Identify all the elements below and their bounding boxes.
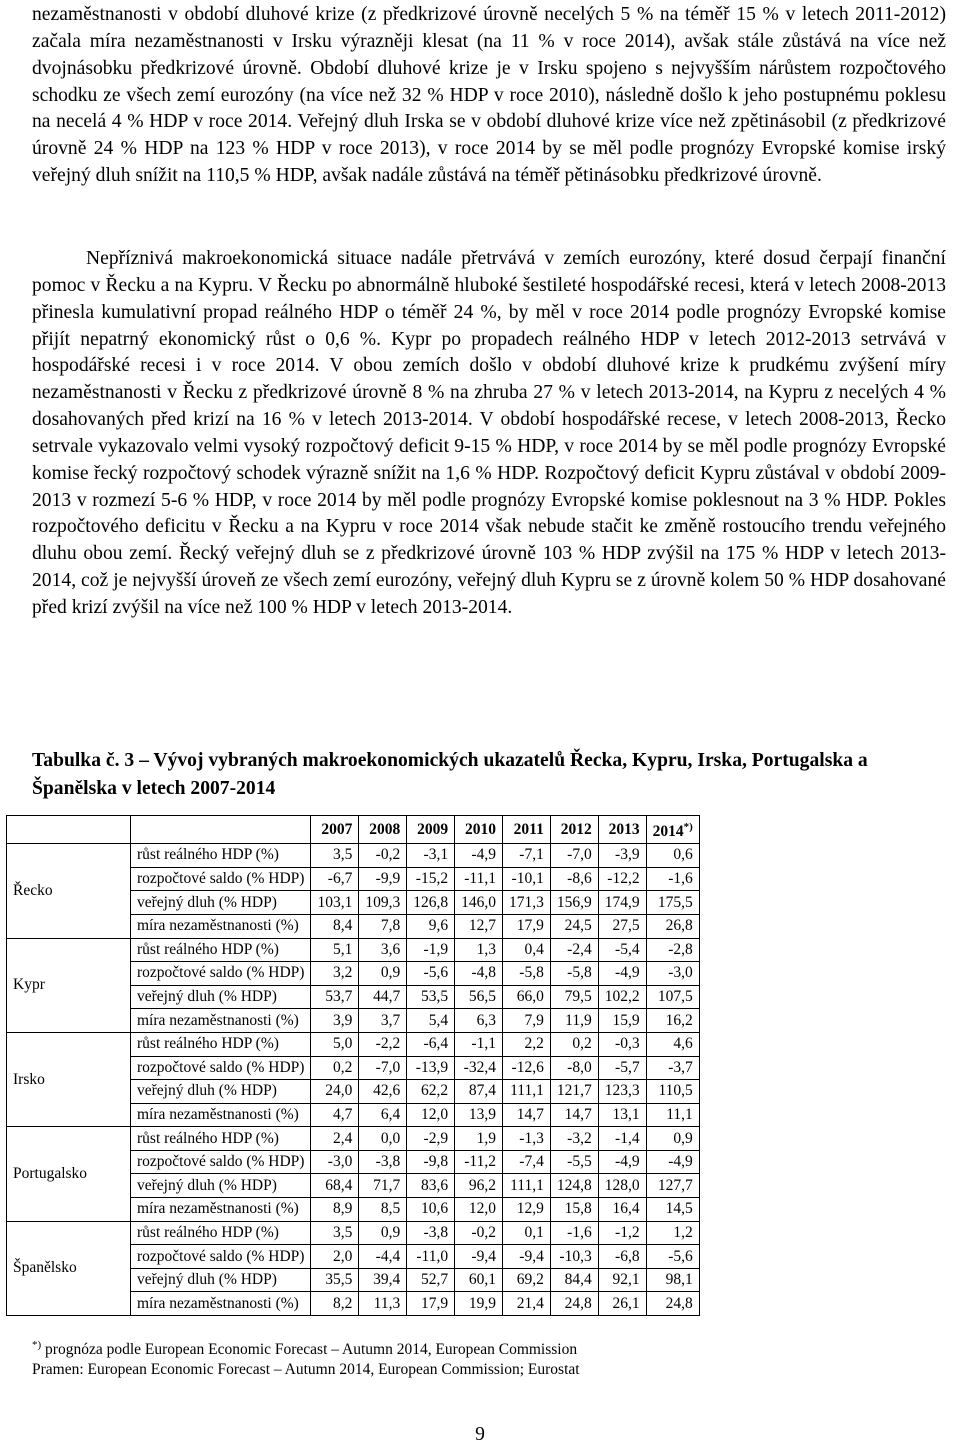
value-cell: 24,8 xyxy=(646,1292,699,1316)
year-header: 2011 xyxy=(502,816,550,844)
value-cell: 15,8 xyxy=(550,1198,598,1222)
indicator-cell: míra nezaměstnanosti (%) xyxy=(131,914,311,938)
indicator-cell: růst reálného HDP (%) xyxy=(131,1032,311,1056)
indicator-cell: veřejný dluh (% HDP) xyxy=(131,985,311,1009)
value-cell: -3,1 xyxy=(407,844,455,868)
value-cell: -1,2 xyxy=(598,1221,646,1245)
value-cell: -0,2 xyxy=(359,844,407,868)
value-cell: -8,6 xyxy=(550,867,598,891)
indicator-cell: rozpočtové saldo (% HDP) xyxy=(131,1150,311,1174)
value-cell: -2,9 xyxy=(407,1127,455,1151)
indicator-cell: rozpočtové saldo (% HDP) xyxy=(131,1245,311,1269)
indicator-cell: rozpočtové saldo (% HDP) xyxy=(131,867,311,891)
indicator-cell: rozpočtové saldo (% HDP) xyxy=(131,962,311,986)
value-cell: -5,8 xyxy=(502,962,550,986)
footnote-mark: *) xyxy=(32,1339,42,1351)
value-cell: 52,7 xyxy=(407,1268,455,1292)
indicator-cell: veřejný dluh (% HDP) xyxy=(131,891,311,915)
value-cell: 3,7 xyxy=(359,1009,407,1033)
value-cell: 0,9 xyxy=(359,962,407,986)
year-header: 2008 xyxy=(359,816,407,844)
value-cell: -1,1 xyxy=(455,1032,503,1056)
indicator-cell: růst reálného HDP (%) xyxy=(131,1221,311,1245)
value-cell: -4,9 xyxy=(455,844,503,868)
year-header: 2013 xyxy=(598,816,646,844)
value-cell: 5,4 xyxy=(407,1009,455,1033)
table-caption: Tabulka č. 3 – Vývoj vybraných makroekonomických ukazatelů Řecka, Kypru, Irska, Portugalska a Španělska v letech 2007-2014 xyxy=(32,750,868,799)
footnote-forecast xyxy=(32,1334,577,1361)
indicator-cell: míra nezaměstnanosti (%) xyxy=(131,1198,311,1222)
paragraph-1: nezaměstnanosti v období dluhové krize (z předkrizové úrovně necelých 5 % na téměř 15 % v letech 2011-2012) začala míra nezaměstnanosti v Irsku výrazněji klesat (na 11 % v roce 2014), avšak stále zůstává na více než dvojnásobku předkrizové úrovně. Období dluhové krize je v Irsku spojeno s nejvyšším nárůstem rozpočtového schodku ze všech zemí eurozóny (na více než 32 % HDP v roce 2010), následně došlo k jeho postupnému poklesu na necelá 4 % HDP v roce 2014. Veřejný dluh Irska se v období dluhové krize více než zpětinásobil (z předkrizové úrovně 24 % HDP na 123 % HDP v roce 2013), v roce 2014 by se měl podle prognózy Evropské komise irský veřejný dluh snížit na 110,5 % HDP, avšak nadále zůstává na téměř pětinásobku předkrizové úrovně. xyxy=(32,4,946,187)
value-cell: 14,7 xyxy=(502,1103,550,1127)
value-cell: 0,1 xyxy=(502,1221,550,1245)
value-cell: 111,1 xyxy=(502,1080,550,1104)
value-cell: 26,8 xyxy=(646,914,699,938)
value-cell: 6,4 xyxy=(359,1103,407,1127)
table-row xyxy=(7,938,700,962)
value-cell: -10,1 xyxy=(502,867,550,891)
value-cell: 126,8 xyxy=(407,891,455,915)
table-row xyxy=(7,1127,700,1151)
value-cell: -4,4 xyxy=(359,1245,407,1269)
value-cell: 127,7 xyxy=(646,1174,699,1198)
value-cell: 8,2 xyxy=(311,1292,359,1316)
value-cell: -3,0 xyxy=(646,962,699,986)
value-cell: 7,9 xyxy=(502,1009,550,1033)
value-cell: 110,5 xyxy=(646,1080,699,1104)
value-cell: 16,2 xyxy=(646,1009,699,1033)
value-cell: 4,7 xyxy=(311,1103,359,1127)
value-cell: 102,2 xyxy=(598,985,646,1009)
value-cell: -7,0 xyxy=(359,1056,407,1080)
value-cell: 5,1 xyxy=(311,938,359,962)
value-cell: 3,5 xyxy=(311,1221,359,1245)
value-cell: -1,6 xyxy=(550,1221,598,1245)
value-cell: -2,4 xyxy=(550,938,598,962)
value-cell: 107,5 xyxy=(646,985,699,1009)
indicator-cell: míra nezaměstnanosti (%) xyxy=(131,1103,311,1127)
value-cell: -2,2 xyxy=(359,1032,407,1056)
value-cell: -5,6 xyxy=(407,962,455,986)
value-cell: 175,5 xyxy=(646,891,699,915)
value-cell: -11,0 xyxy=(407,1245,455,1269)
value-cell: 92,1 xyxy=(598,1268,646,1292)
value-cell: -4,9 xyxy=(646,1150,699,1174)
value-cell: 24,0 xyxy=(311,1080,359,1104)
value-cell: 1,2 xyxy=(646,1221,699,1245)
value-cell: 10,6 xyxy=(407,1198,455,1222)
country-cell: Španělsko xyxy=(7,1221,131,1315)
value-cell: 124,8 xyxy=(550,1174,598,1198)
value-cell: -10,3 xyxy=(550,1245,598,1269)
value-cell: 171,3 xyxy=(502,891,550,915)
indicator-cell: růst reálného HDP (%) xyxy=(131,844,311,868)
value-cell: 13,9 xyxy=(455,1103,503,1127)
table-row xyxy=(7,844,700,868)
value-cell: 11,9 xyxy=(550,1009,598,1033)
value-cell: 60,1 xyxy=(455,1268,503,1292)
value-cell: -0,2 xyxy=(455,1221,503,1245)
value-cell: -4,8 xyxy=(455,962,503,986)
value-cell: -6,8 xyxy=(598,1245,646,1269)
value-cell: 79,5 xyxy=(550,985,598,1009)
table-row xyxy=(7,1032,700,1056)
value-cell: -32,4 xyxy=(455,1056,503,1080)
indicator-cell: růst reálného HDP (%) xyxy=(131,938,311,962)
value-cell: 146,0 xyxy=(455,891,503,915)
value-cell: 56,5 xyxy=(455,985,503,1009)
value-cell: -5,7 xyxy=(598,1056,646,1080)
value-cell: 16,4 xyxy=(598,1198,646,1222)
value-cell: -7,1 xyxy=(502,844,550,868)
value-cell: -3,9 xyxy=(598,844,646,868)
table-header-row xyxy=(7,816,700,844)
value-cell: 39,4 xyxy=(359,1268,407,1292)
value-cell: -7,0 xyxy=(550,844,598,868)
value-cell: 14,7 xyxy=(550,1103,598,1127)
value-cell: 12,0 xyxy=(407,1103,455,1127)
value-cell: -4,9 xyxy=(598,962,646,986)
year-header-2014 xyxy=(646,816,699,844)
value-cell: 174,9 xyxy=(598,891,646,915)
value-cell: -5,4 xyxy=(598,938,646,962)
value-cell: -3,7 xyxy=(646,1056,699,1080)
value-cell: 2,2 xyxy=(502,1032,550,1056)
value-cell: 5,0 xyxy=(311,1032,359,1056)
value-cell: 109,3 xyxy=(359,891,407,915)
table-body xyxy=(7,844,700,1316)
indicator-table xyxy=(6,815,700,1316)
value-cell: 42,6 xyxy=(359,1080,407,1104)
value-cell: 3,5 xyxy=(311,844,359,868)
value-cell: 17,9 xyxy=(502,914,550,938)
forecast-mark: *) xyxy=(683,821,693,833)
value-cell: 12,0 xyxy=(455,1198,503,1222)
value-cell: 12,9 xyxy=(502,1198,550,1222)
value-cell: 9,6 xyxy=(407,914,455,938)
value-cell: -2,8 xyxy=(646,938,699,962)
value-cell: -5,8 xyxy=(550,962,598,986)
indicator-cell: míra nezaměstnanosti (%) xyxy=(131,1292,311,1316)
value-cell: 111,1 xyxy=(502,1174,550,1198)
value-cell: -3,8 xyxy=(407,1221,455,1245)
value-cell: -1,4 xyxy=(598,1127,646,1151)
indicator-cell: rozpočtové saldo (% HDP) xyxy=(131,1056,311,1080)
indicator-table-container xyxy=(6,815,700,1316)
value-cell: -5,6 xyxy=(646,1245,699,1269)
country-cell: Řecko xyxy=(7,844,131,938)
value-cell: 24,5 xyxy=(550,914,598,938)
value-cell: 96,2 xyxy=(455,1174,503,1198)
value-cell: 84,4 xyxy=(550,1268,598,1292)
value-cell: -13,9 xyxy=(407,1056,455,1080)
header-empty-cell xyxy=(131,816,311,844)
value-cell: 14,5 xyxy=(646,1198,699,1222)
value-cell: -9,8 xyxy=(407,1150,455,1174)
value-cell: 0,9 xyxy=(646,1127,699,1151)
value-cell: 53,5 xyxy=(407,985,455,1009)
value-cell: 0,2 xyxy=(311,1056,359,1080)
indicator-cell: míra nezaměstnanosti (%) xyxy=(131,1009,311,1033)
country-cell: Irsko xyxy=(7,1032,131,1126)
value-cell: 3,2 xyxy=(311,962,359,986)
value-cell: 8,5 xyxy=(359,1198,407,1222)
value-cell: 44,7 xyxy=(359,985,407,1009)
value-cell: -9,4 xyxy=(455,1245,503,1269)
value-cell: 2,4 xyxy=(311,1127,359,1151)
year-header: 2010 xyxy=(455,816,503,844)
value-cell: -15,2 xyxy=(407,867,455,891)
value-cell: 13,1 xyxy=(598,1103,646,1127)
value-cell: -4,9 xyxy=(598,1150,646,1174)
value-cell: -11,2 xyxy=(455,1150,503,1174)
value-cell: 3,9 xyxy=(311,1009,359,1033)
indicator-cell: veřejný dluh (% HDP) xyxy=(131,1080,311,1104)
value-cell: 103,1 xyxy=(311,891,359,915)
value-cell: 68,4 xyxy=(311,1174,359,1198)
year-header: 2007 xyxy=(311,816,359,844)
value-cell: 128,0 xyxy=(598,1174,646,1198)
value-cell: 19,9 xyxy=(455,1292,503,1316)
value-cell: 87,4 xyxy=(455,1080,503,1104)
page-number: 9 xyxy=(475,1424,485,1445)
value-cell: -3,0 xyxy=(311,1150,359,1174)
value-cell: -8,0 xyxy=(550,1056,598,1080)
value-cell: 1,9 xyxy=(455,1127,503,1151)
value-cell: 6,3 xyxy=(455,1009,503,1033)
value-cell: 0,0 xyxy=(359,1127,407,1151)
value-cell: -6,4 xyxy=(407,1032,455,1056)
value-cell: 0,4 xyxy=(502,938,550,962)
value-cell: 83,6 xyxy=(407,1174,455,1198)
value-cell: 53,7 xyxy=(311,985,359,1009)
year-2014-label: 2014 xyxy=(652,823,684,841)
year-header: 2012 xyxy=(550,816,598,844)
value-cell: 4,6 xyxy=(646,1032,699,1056)
value-cell: 11,3 xyxy=(359,1292,407,1316)
value-cell: 7,8 xyxy=(359,914,407,938)
value-cell: 71,7 xyxy=(359,1174,407,1198)
value-cell: -3,2 xyxy=(550,1127,598,1151)
value-cell: 8,4 xyxy=(311,914,359,938)
value-cell: -1,3 xyxy=(502,1127,550,1151)
header-empty-cell xyxy=(7,816,131,844)
value-cell: -9,4 xyxy=(502,1245,550,1269)
value-cell: 62,2 xyxy=(407,1080,455,1104)
value-cell: 69,2 xyxy=(502,1268,550,1292)
value-cell: -1,9 xyxy=(407,938,455,962)
value-cell: 66,0 xyxy=(502,985,550,1009)
value-cell: 156,9 xyxy=(550,891,598,915)
value-cell: -5,5 xyxy=(550,1150,598,1174)
value-cell: 1,3 xyxy=(455,938,503,962)
value-cell: -1,6 xyxy=(646,867,699,891)
indicator-cell: růst reálného HDP (%) xyxy=(131,1127,311,1151)
value-cell: 11,1 xyxy=(646,1103,699,1127)
value-cell: -9,9 xyxy=(359,867,407,891)
value-cell: 17,9 xyxy=(407,1292,455,1316)
value-cell: 3,6 xyxy=(359,938,407,962)
value-cell: 12,7 xyxy=(455,914,503,938)
value-cell: 27,5 xyxy=(598,914,646,938)
paragraph-2: Nepříznivá makroekonomická situace nadále přetrvává v zemích eurozóny, které dosud čerpají finanční pomoc v Řecku a na Kypru. V Řecku po abnormálně hluboké šestileté hospodářské recesi, která v letech 2008-2013 přinesla kumulativní propad reálného HDP o téměř 24 %, by měl v roce 2014 podle prognózy Evropské komise přijít nepatrný ekonomický růst o 0,6 %. Kypr po propadech reálného HDP v letech 2012-2013 setrvává v hospodářské recesi i v roce 2014. V obou zemích došlo v období dluhové krize k prudkému zvýšení míry nezaměstnanosti v Řecku z předkrizové úrovně 8 % na zhruba 27 % v letech 2013-2014, na Kypru z necelých 4 % dosahovaných před krizí na 16 % v letech 2013-2014. V období hospodářské recese, v letech 2008-2013, Řecko setrvale vykazovalo velmi vysoký rozpočtový deficit 9-15 % HDP, v roce 2014 by se měl podle prognózy Evropské komise řecký rozpočtový schodek výrazně snížit na 1,6 % HDP. Rozpočtový deficit Kypru zůstával v období 2009-2013 v rozmezí 5-6 % HDP, v roce 2014 by měl podle prognózy Evropské komise poklesnout na 3 % HDP. Pokles rozpočtového deficitu v Řecku a na Kypru v roce 2014 však nebude stačit ke změně rostoucího trendu veřejného dluhu obou zemí. Řecký veřejný dluh se z předkrizové úrovně 103 % HDP zvýšil na 175 % HDP v letech 2013-2014, což je nejvyšší úroveň ze všech zemí eurozóny, veřejný dluh Kypru se z úrovně kolem 50 % HDP dosahované před krizí zvýšil na více než 100 % HDP v letech 2013-2014. xyxy=(32,248,946,618)
value-cell: -6,7 xyxy=(311,867,359,891)
value-cell: 0,6 xyxy=(646,844,699,868)
year-header: 2009 xyxy=(407,816,455,844)
value-cell: 8,9 xyxy=(311,1198,359,1222)
table-row xyxy=(7,1221,700,1245)
value-cell: 0,9 xyxy=(359,1221,407,1245)
value-cell: -7,4 xyxy=(502,1150,550,1174)
value-cell: -0,3 xyxy=(598,1032,646,1056)
value-cell: 24,8 xyxy=(550,1292,598,1316)
value-cell: 15,9 xyxy=(598,1009,646,1033)
value-cell: 0,2 xyxy=(550,1032,598,1056)
value-cell: 121,7 xyxy=(550,1080,598,1104)
country-cell: Kypr xyxy=(7,938,131,1032)
value-cell: 26,1 xyxy=(598,1292,646,1316)
indicator-cell: veřejný dluh (% HDP) xyxy=(131,1174,311,1198)
value-cell: 98,1 xyxy=(646,1268,699,1292)
value-cell: 35,5 xyxy=(311,1268,359,1292)
value-cell: 2,0 xyxy=(311,1245,359,1269)
value-cell: -3,8 xyxy=(359,1150,407,1174)
indicator-cell: veřejný dluh (% HDP) xyxy=(131,1268,311,1292)
value-cell: 123,3 xyxy=(598,1080,646,1104)
footnote-source: Pramen: European Economic Forecast – Autumn 2014, European Commission; Eurostat xyxy=(32,1361,580,1378)
value-cell: -12,2 xyxy=(598,867,646,891)
value-cell: -11,1 xyxy=(455,867,503,891)
country-cell: Portugalsko xyxy=(7,1127,131,1221)
value-cell: -12,6 xyxy=(502,1056,550,1080)
footnote-forecast-text: prognóza podle European Economic Forecast – Autumn 2014, European Commission xyxy=(45,1341,578,1359)
value-cell: 21,4 xyxy=(502,1292,550,1316)
